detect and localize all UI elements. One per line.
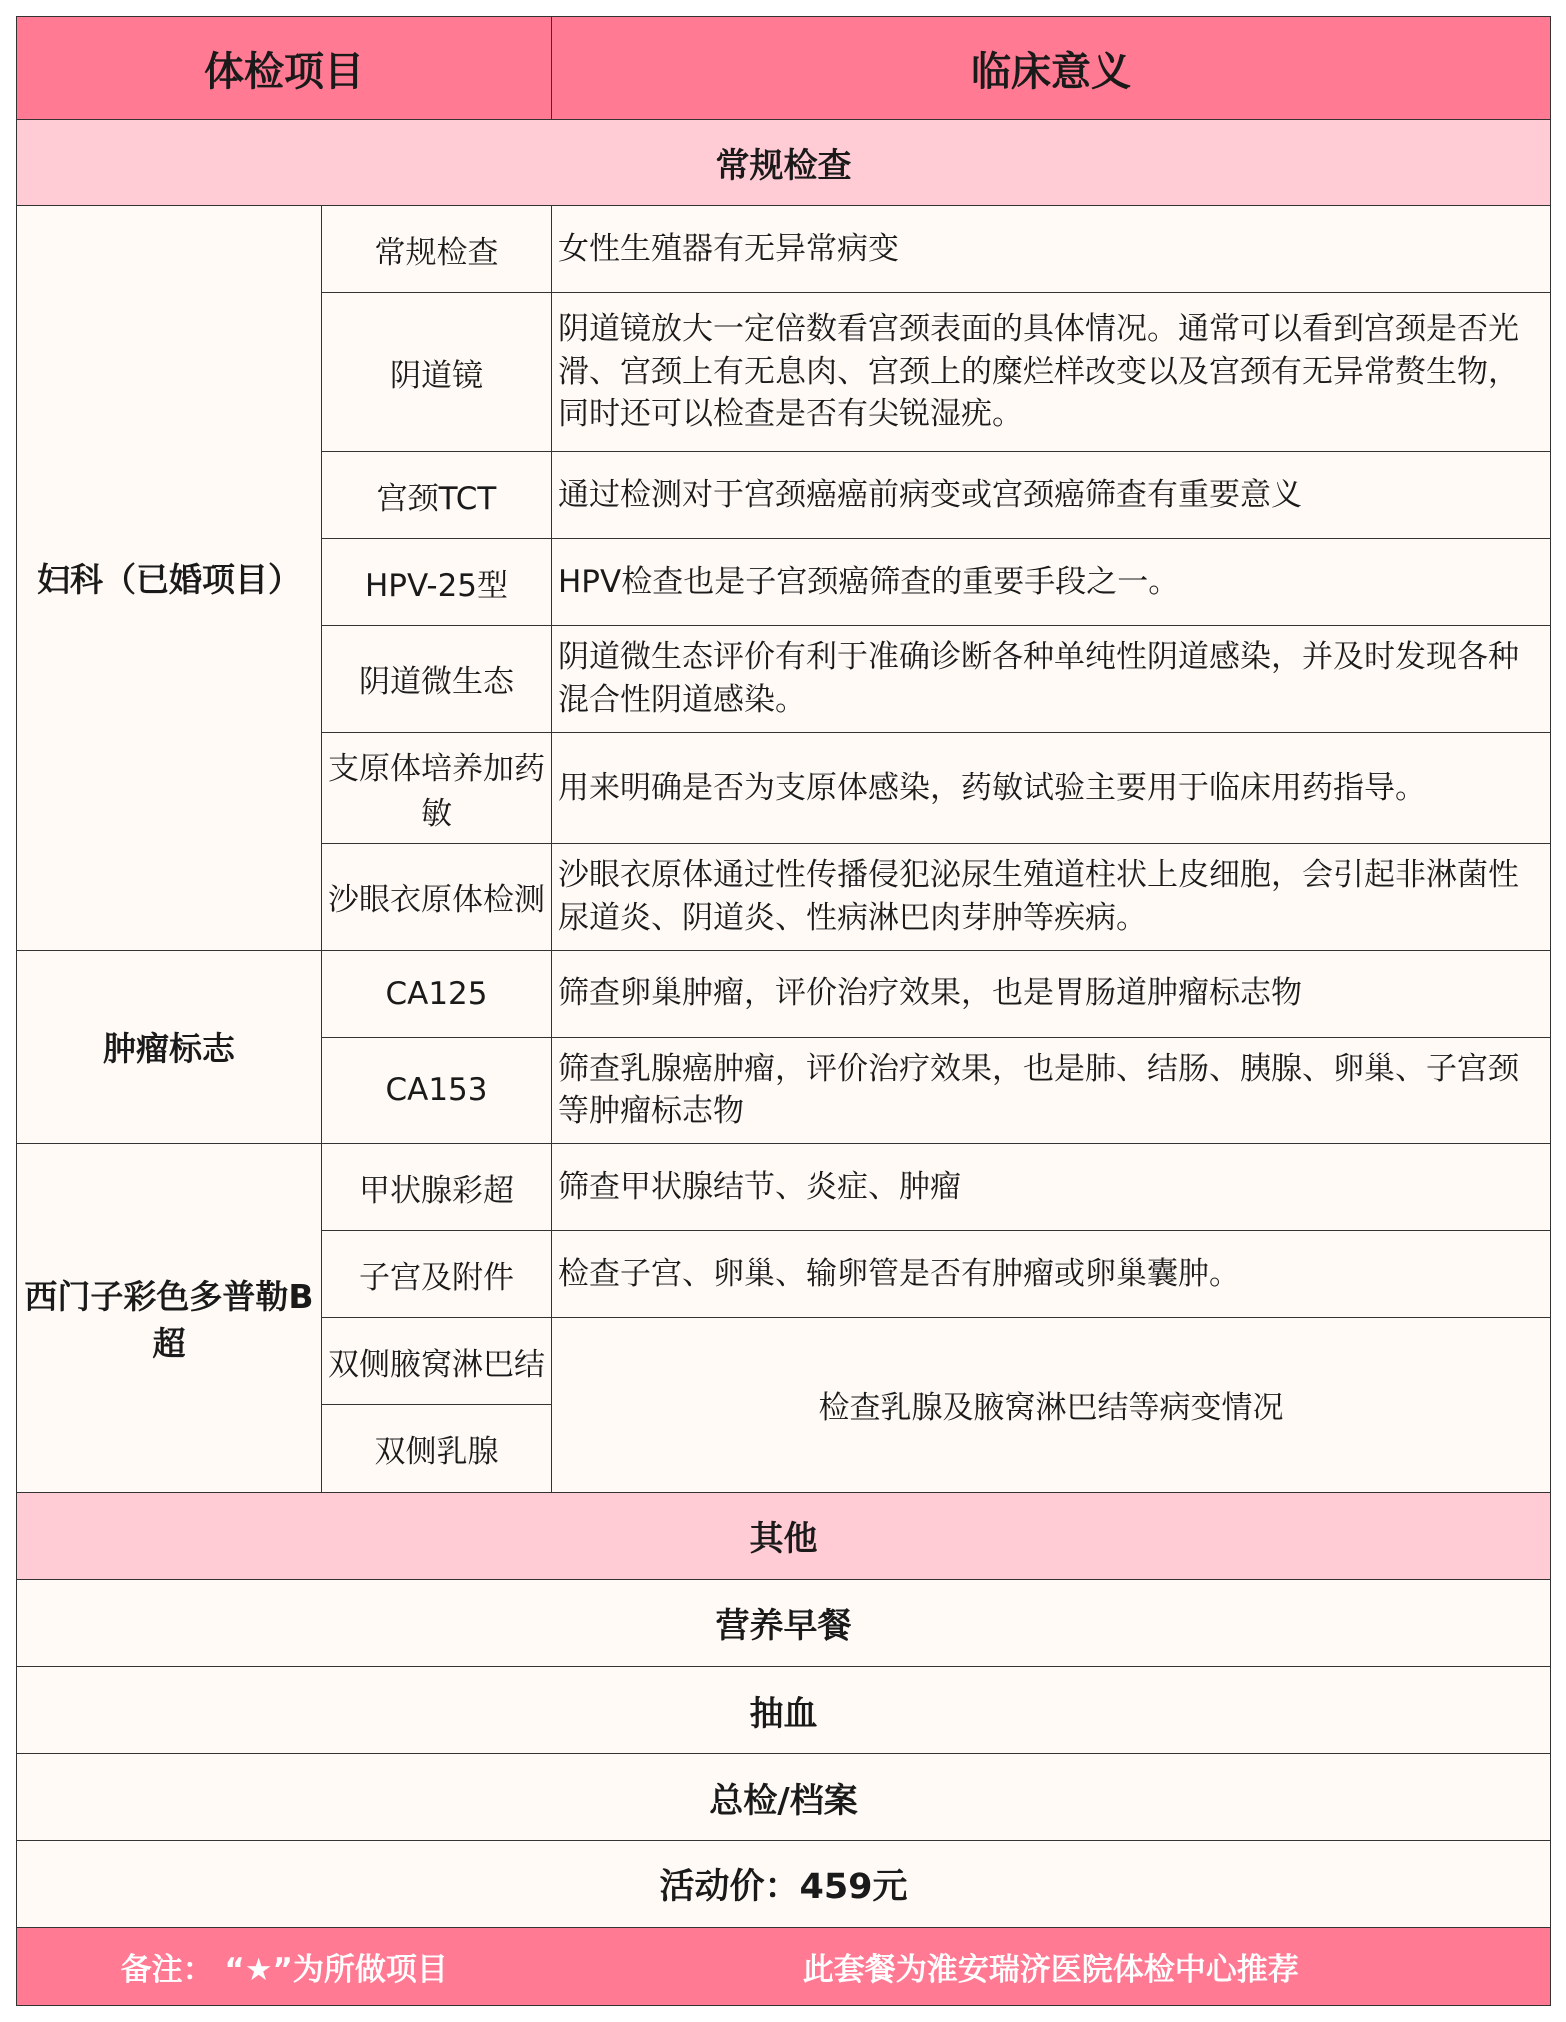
item-name: CA125 (322, 950, 552, 1037)
item-name: 双侧乳腺 (322, 1405, 552, 1492)
item-name: CA153 (322, 1037, 552, 1143)
item-desc: 阴道微生态评价有利于准确诊断各种单纯性阴道感染，并及时发现各种混合性阴道感染。 (552, 626, 1551, 732)
item-desc: 通过检测对于宫颈癌癌前病变或宫颈癌筛查有重要意义 (552, 451, 1551, 538)
item-name: HPV-25型 (322, 539, 552, 626)
item-desc: HPV检查也是子宫颈癌筛查的重要手段之一。 (552, 539, 1551, 626)
category-tumor-markers: 肿瘤标志 (17, 950, 322, 1143)
item-desc: 筛查甲状腺结节、炎症、肿瘤 (552, 1143, 1551, 1230)
item-desc: 女性生殖器有无异常病变 (552, 206, 1551, 293)
item-name: 双侧腋窝淋巴结 (322, 1318, 552, 1405)
item-desc: 筛查卵巢肿瘤，评价治疗效果，也是胃肠道肿瘤标志物 (552, 950, 1551, 1037)
other-item-breakfast: 营养早餐 (17, 1579, 1551, 1666)
header-col-meaning: 临床意义 (552, 17, 1551, 120)
table-row (17, 206, 1551, 293)
item-name: 常规检查 (322, 206, 552, 293)
footer-row (17, 1928, 1551, 2006)
item-desc: 沙眼衣原体通过性传播侵犯泌尿生殖道柱状上皮细胞，会引起非淋菌性尿道炎、阴道炎、性病淋巴肉芽肿等疾病。 (552, 844, 1551, 950)
section-title: 其他 (17, 1492, 1551, 1579)
price-row (17, 1841, 1551, 1928)
table-row (17, 1143, 1551, 1230)
section-other (17, 1492, 1551, 1579)
category-gynecology: 妇科（已婚项目） (17, 206, 322, 950)
item-desc-shared: 检查乳腺及腋窝淋巴结等病变情况 (552, 1318, 1551, 1492)
table-row (17, 950, 1551, 1037)
item-desc: 用来明确是否为支原体感染，药敏试验主要用于临床用药指导。 (552, 732, 1551, 844)
item-name: 阴道微生态 (322, 626, 552, 732)
item-desc: 阴道镜放大一定倍数看宫颈表面的具体情况。通常可以看到宫颈是否光滑、宫颈上有无息肉、宫颈上的糜烂样改变以及宫颈有无异常赘生物，同时还可以检查是否有尖锐湿疣。 (552, 293, 1551, 452)
item-desc: 检查子宫、卵巢、输卵管是否有肿瘤或卵巢囊肿。 (552, 1231, 1551, 1318)
other-item-summary: 总检/档案 (17, 1754, 1551, 1841)
item-name: 支原体培养加药敏 (322, 732, 552, 844)
header-col-item: 体检项目 (17, 17, 552, 120)
item-name: 宫颈TCT (322, 451, 552, 538)
table-row (17, 1754, 1551, 1841)
item-name: 甲状腺彩超 (322, 1143, 552, 1230)
footer-recommend: 此套餐为淮安瑞济医院体检中心推荐 (552, 1928, 1551, 2006)
table-row (17, 1579, 1551, 1666)
item-name: 阴道镜 (322, 293, 552, 452)
price-label: 活动价：459元 (17, 1841, 1551, 1928)
section-routine (17, 120, 1551, 206)
section-title: 常规检查 (17, 120, 1551, 206)
item-name: 子宫及附件 (322, 1231, 552, 1318)
table-row (17, 1666, 1551, 1753)
category-ultrasound: 西门子彩色多普勒B超 (17, 1143, 322, 1492)
footer-note: 备注： “★”为所做项目 (17, 1928, 552, 2006)
item-name: 沙眼衣原体检测 (322, 844, 552, 950)
item-desc: 筛查乳腺癌肿瘤，评价治疗效果，也是肺、结肠、胰腺、卵巢、子宫颈等肿瘤标志物 (552, 1037, 1551, 1143)
table-header (17, 17, 1551, 120)
package-table (16, 16, 1551, 2006)
other-item-blood-draw: 抽血 (17, 1666, 1551, 1753)
